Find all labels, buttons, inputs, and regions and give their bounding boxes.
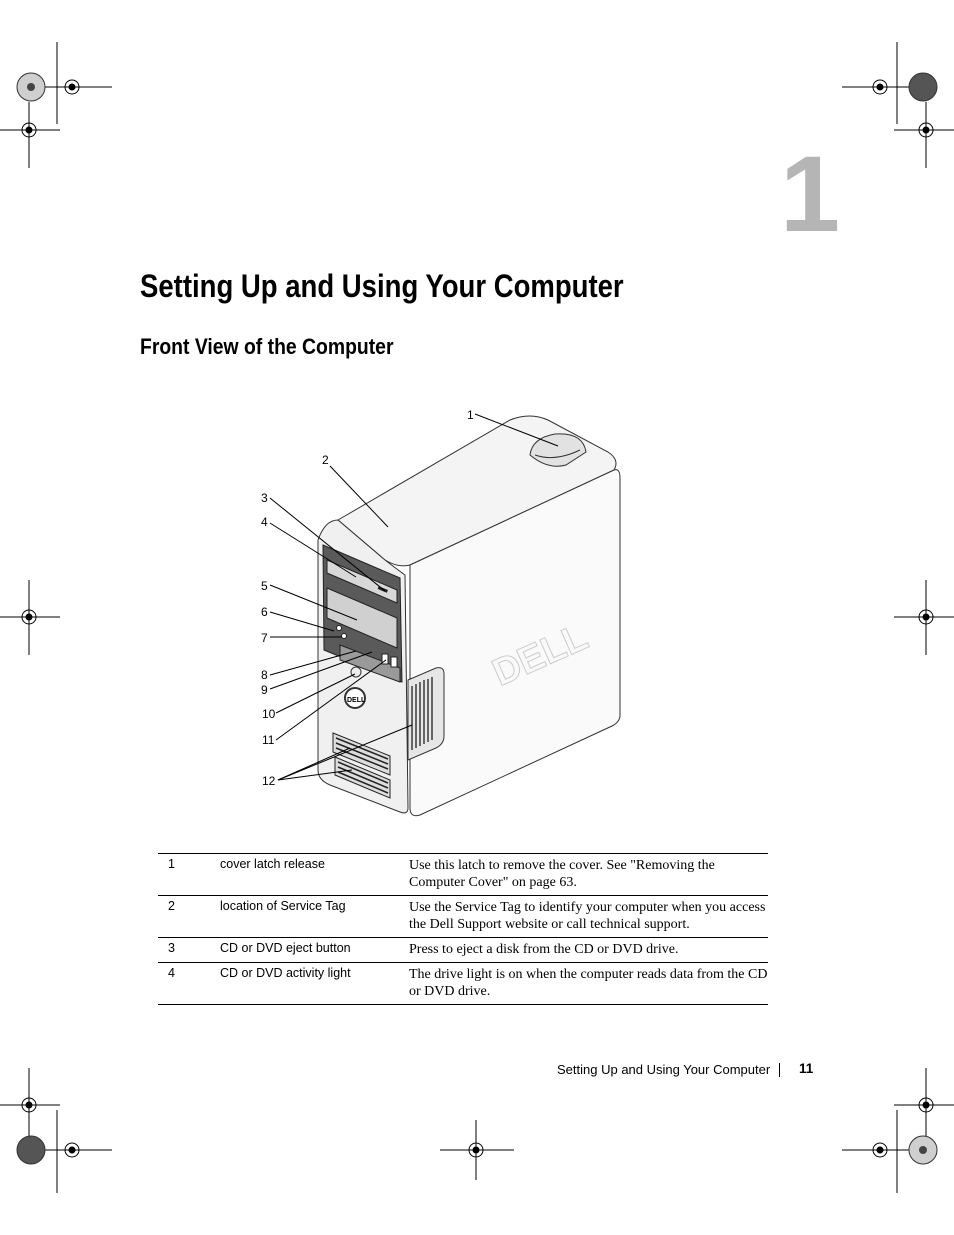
part-number: 1 <box>158 854 220 896</box>
table-row <box>158 854 768 896</box>
part-name: cover latch release <box>220 854 409 896</box>
part-name: location of Service Tag <box>220 896 409 938</box>
parts-table <box>158 853 768 1005</box>
footer-divider <box>779 1063 780 1077</box>
chapter-number: 1 <box>780 133 839 254</box>
callout-number: 8 <box>261 668 268 682</box>
callout-number: 3 <box>261 491 268 505</box>
table-row <box>158 938 768 963</box>
part-description: Press to eject a disk from the CD or DVD drive. <box>409 938 768 963</box>
callout-number: 1 <box>467 408 474 422</box>
callout-number: 12 <box>262 774 276 788</box>
callout-number: 9 <box>261 683 268 697</box>
chapter-title: Setting Up and Using Your Computer <box>140 268 624 304</box>
side-brand-mark: DELL <box>486 615 595 695</box>
callout-number: 7 <box>261 631 268 645</box>
callout-number: 5 <box>261 579 268 593</box>
callout-number: 11 <box>262 733 275 747</box>
callout-number: 2 <box>322 453 329 467</box>
computer-front-view-illustration <box>0 395 954 825</box>
callout-number: 4 <box>261 515 268 529</box>
svg-text:DELL: DELL <box>347 697 366 704</box>
part-description: Use the Service Tag to identify your computer when you access the Dell Support website or call technical support. <box>409 896 768 938</box>
callout-number: 10 <box>262 707 276 721</box>
section-title: Front View of the Computer <box>140 334 394 359</box>
footer-chapter-title: Setting Up and Using Your Computer <box>557 1062 771 1077</box>
table-row <box>158 896 768 938</box>
page-number: 11 <box>799 1061 814 1076</box>
part-name: CD or DVD activity light <box>220 963 409 1005</box>
part-description: Use this latch to remove the cover. See "Removing the Computer Cover" on page 63. <box>409 854 768 896</box>
part-description: The drive light is on when the computer reads data from the CD or DVD drive. <box>409 963 768 1005</box>
callout-number: 6 <box>261 605 268 619</box>
part-name: CD or DVD eject button <box>220 938 409 963</box>
side-vent <box>408 668 444 760</box>
part-number: 2 <box>158 896 220 938</box>
part-number: 4 <box>158 963 220 1005</box>
table-row <box>158 963 768 1005</box>
part-number: 3 <box>158 938 220 963</box>
